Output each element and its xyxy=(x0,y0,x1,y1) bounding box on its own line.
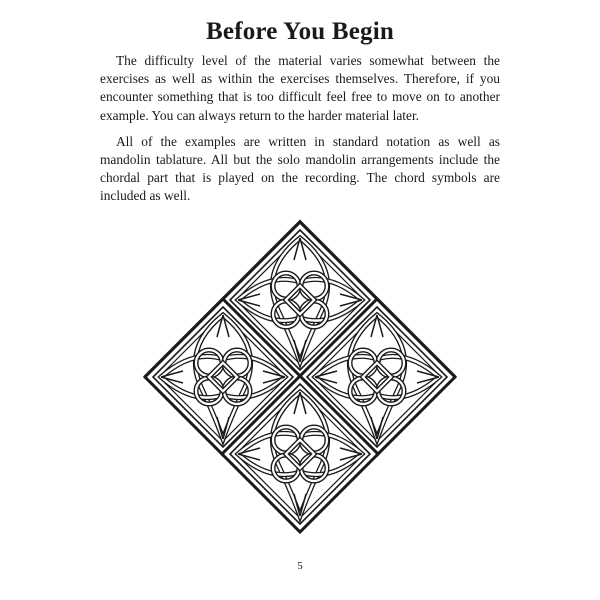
paragraph-difficulty: The difficulty level of the material varies somewhat between the exercises as well as within the exercises themselves. Therefore, if you encounter something that is too difficult feel free to move on to another example. You can always return to the harder material later. xyxy=(100,53,500,123)
page-number: 5 xyxy=(297,560,303,572)
page-title: Before You Begin xyxy=(206,18,394,45)
paragraph-notation: All of the examples are written in standard notation as well as mandolin tablature. All but the solo mandolin arrangements include the chordal part that is played on the recording. The chord symbols are included as well. xyxy=(100,133,500,204)
